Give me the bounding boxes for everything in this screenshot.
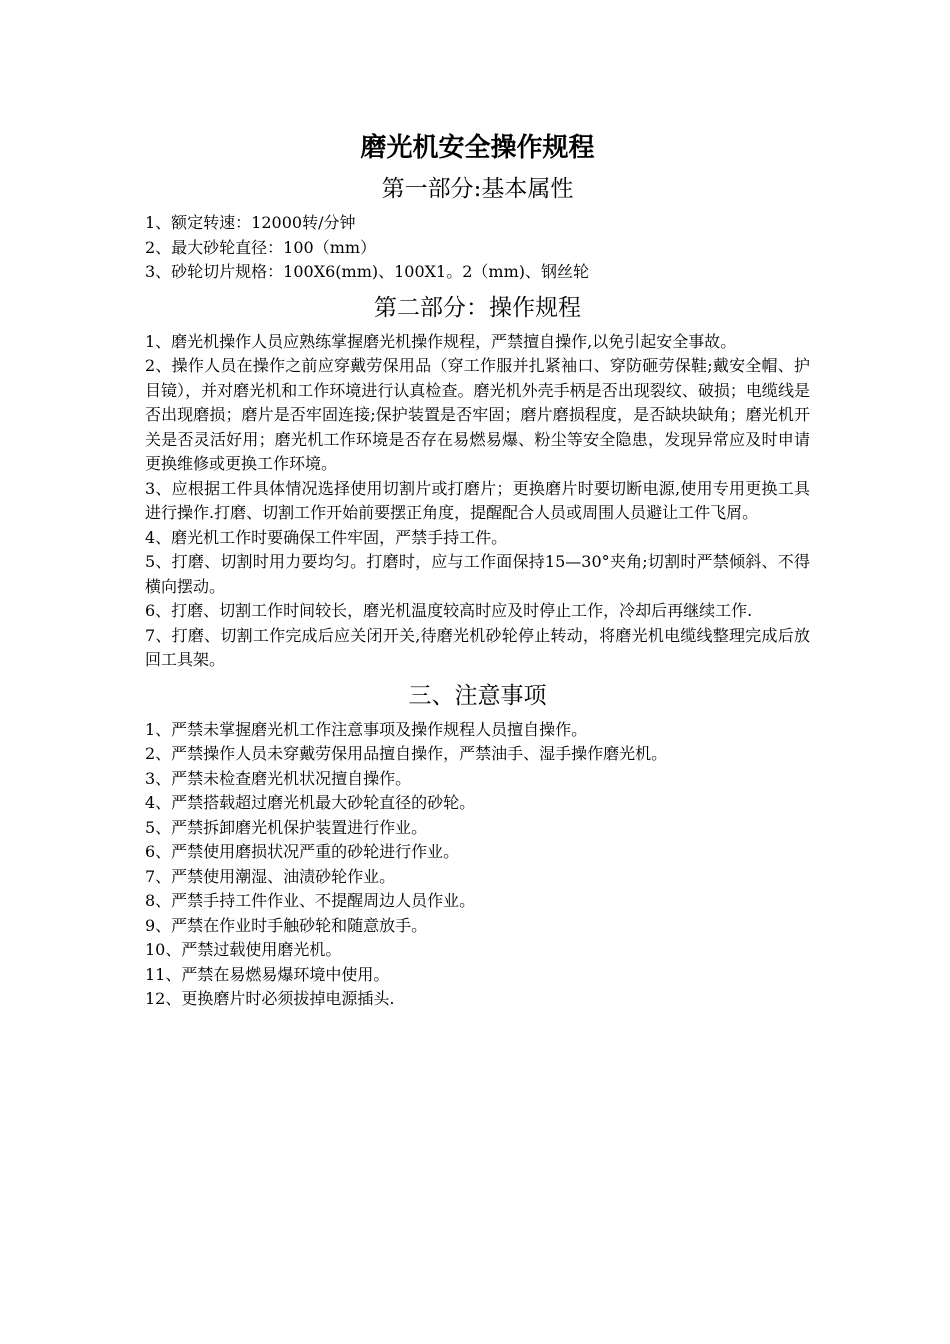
document-title: 磨光机安全操作规程	[360, 133, 595, 163]
list-item: 7、严禁使用潮湿、油渍砂轮作业。	[145, 866, 396, 886]
list-item: 10、严禁过载使用磨光机。	[145, 940, 342, 959]
operating-procedures-list	[145, 330, 810, 673]
precautions-list	[145, 718, 810, 1012]
list-item: 11、严禁在易燃易爆环境中使用。	[145, 964, 390, 984]
list-item: 5、严禁拆卸磨光机保护装置进行作业。	[145, 817, 428, 837]
list-item: 5、打磨、切割时用力要均匀。打磨时，应与工作面保持15—30°夹角;切割时严禁倾斜、不得横向摆动。	[145, 552, 810, 596]
list-item: 7、打磨、切割工作完成后应关闭开关,待磨光机砂轮停止转动，将磨光机电缆线整理完成后放回工具架。	[145, 625, 810, 669]
section-precautions	[145, 679, 810, 1012]
section-heading: 三、注意事项	[408, 682, 547, 709]
section-operating-procedures	[145, 291, 810, 673]
list-item: 3、砂轮切片规格：100X6(mm)、100X1。2（mm)、钢丝轮	[145, 262, 589, 281]
document-page	[145, 128, 810, 1018]
list-item: 9、严禁在作业时手触砂轮和随意放手。	[145, 915, 428, 935]
list-item: 1、额定转速：12000转/分钟	[145, 213, 356, 232]
list-item: 1、磨光机操作人员应熟练掌握磨光机操作规程，严禁擅自操作,以免引起安全事故。	[145, 331, 737, 351]
list-item: 4、磨光机工作时要确保工件牢固，严禁手持工件。	[145, 527, 508, 547]
list-item: 6、打磨、切割工作时间较长，磨光机温度较高时应及时停止工作，冷却后再继续工作.	[145, 601, 753, 620]
basic-properties-list	[145, 211, 810, 285]
list-item: 12、更换磨片时必须拔掉电源插头.	[145, 989, 395, 1008]
section-basic-properties	[145, 172, 810, 285]
list-item: 6、严禁使用磨损状况严重的砂轮进行作业。	[145, 842, 460, 861]
list-item: 2、操作人员在操作之前应穿戴劳保用品（穿工作服并扎紧袖口、穿防砸劳保鞋;戴安全帽、护目镜），并对磨光机和工作环境进行认真检查。磨光机外壳手柄是否出现裂纹、破损；电缆线是否出现磨损；磨片是否牢固连接;保护装置是否牢固；磨片磨损程度，是否缺块缺角；磨光机开关是否灵活好用；磨光机工作环境是否存在易燃易爆、粉尘等安全隐患，发现异常应及时申请更换维修或更换工作环境。	[145, 356, 810, 473]
list-item: 2、严禁操作人员未穿戴劳保用品擅自操作，严禁油手、湿手操作磨光机。	[145, 744, 668, 763]
list-item: 3、严禁未检查磨光机状况擅自操作。	[145, 768, 412, 788]
list-item: 8、严禁手持工件作业、不提醒周边人员作业。	[145, 891, 476, 910]
list-item: 1、严禁未掌握磨光机工作注意事项及操作规程人员擅自操作。	[145, 719, 588, 739]
list-item: 3、应根据工件具体情况选择使用切割片或打磨片；更换磨片时要切断电源,使用专用更换工具进行操作.打磨、切割工作开始前要摆正角度，提醒配合人员或周围人员避让工件飞屑。	[145, 478, 810, 522]
list-item: 4、严禁搭载超过磨光机最大砂轮直径的砂轮。	[145, 793, 476, 812]
list-item: 2、最大砂轮直径：100（mm）	[145, 237, 377, 257]
section-heading: 第一部分:基本属性	[381, 176, 574, 202]
section-heading: 第二部分：操作规程	[374, 294, 581, 321]
